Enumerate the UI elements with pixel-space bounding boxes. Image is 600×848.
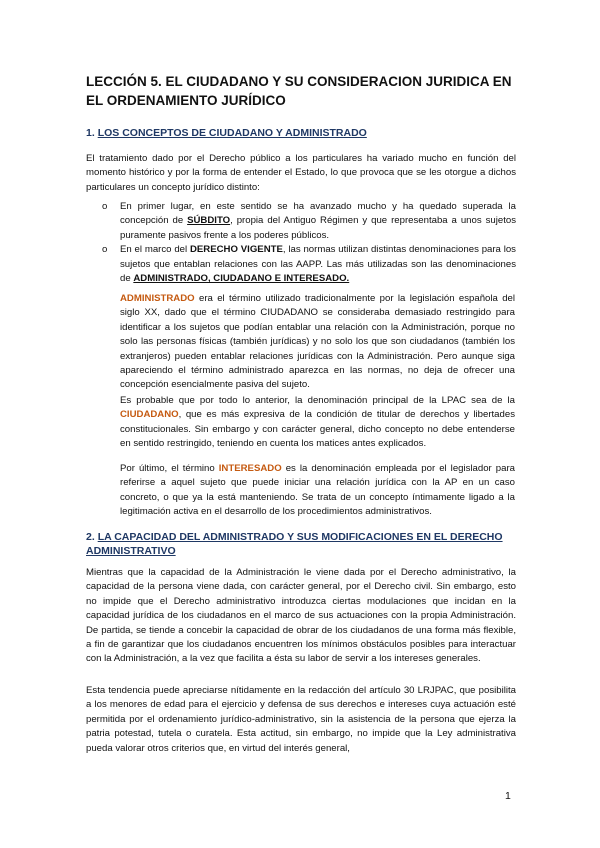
section-1-heading xyxy=(86,126,526,140)
bullet-subdito: o En primer lugar, en este sentido se ha avanzado mucho y ha quedado superada la concepción de SÚBDITO, propia del Antiguo Régimen y que representaba a unos sujetos puramente pasivos frente a los poderes públicos. xyxy=(102,201,516,241)
keyword-administrado: ADMINISTRADO xyxy=(120,293,195,304)
concept-bullet-list xyxy=(86,200,516,286)
keyword-ciudadano: CIUDADANO xyxy=(120,409,179,421)
paragraph-interesado: Por último, el término INTERESADO es la denominación empleada por el legislador para referirse a aquel sujeto que puede iniciar una relación jurídica con la AP en un caso concreto, o que ya la está manteniendo. Se trata de un concepto íntimamente ligado a la legitimación activa en el desarrollo de los procedimientos administrativos. xyxy=(120,463,515,518)
paragraph-administrado: ADMINISTRADO era el término utilizado tradicionalmente por la legislación española del siglo XX, dado que el término CIUDADANO se consideraba demasiado restringido para identificar a los sujetos que podían entablar una relación con la Administración, porque no solo las personas físicas (también jurídicas) y no solo los que son ciudadanos (también los extranjeros) pueden entablar relaciones jurídicas con la Administración. Pero aunque siga apareciendo el término administrado aparezca en las normas, no deja de ofrecer una concepción esencialmente pasiva del sujeto. xyxy=(120,293,515,391)
section-2-heading xyxy=(86,530,526,558)
bullet-marker: o xyxy=(102,244,108,256)
bullet-marker: o xyxy=(102,201,108,212)
keyword-denominaciones: ADMINISTRADO, CIUDADANO E INTERESADO. xyxy=(133,273,350,285)
section-2-paragraph-2: Esta tendencia puede apreciarse nítidamente en la redacción del artículo 30 LRJPAC, que posibilita a los menores de edad para el ejercicio y defensa de sus derechos e intereses cuya actuación esté permitida por el ordenamiento jurídico-administrativo, sin la asistencia de la persona que ejerza la patria potestad, tutela o curatela. Esta actitud, sin embargo, no impide que la Ley administrativa pueda valorar otros criterios que, en virtud del interés general, xyxy=(86,685,516,754)
page-number: 1 xyxy=(505,790,511,802)
paragraph-ciudadano: Es probable que por todo lo anterior, la denominación principal de la LPAC sea de la CIUDADANO, que es más expresiva de la condición de titular de derechos y libertades constitucionales. Sin embargo y con carácter general, dicho concepto no debe entenderse en sentido restringido, teniendo en cuenta los matices antes explicados. xyxy=(120,395,515,450)
lesson-title: LECCIÓN 5. EL CIUDADANO Y SU CONSIDERACION JURIDICA EN EL ORDENAMIENTO JURÍDICO xyxy=(86,74,512,108)
section-1-title: LOS CONCEPTOS DE CIUDADANO Y ADMINISTRADO xyxy=(97,127,367,139)
keyword-derecho-vigente: DERECHO VIGENTE xyxy=(189,244,283,256)
keyword-subdito: SÚBDITO xyxy=(187,215,231,227)
section-2-paragraph-1: Mientras que la capacidad de la Administración le viene dada por el Derecho administrativo, la capacidad de la persona viene dada, con carácter general, por el Derecho civil. Sin embargo, esto no impide que el Derecho administrativo introduzca ciertas modulaciones que incidan en la capacidad jurídica de los ciudadanos en el marco de sus actuaciones con la propia Administración. De partida, se tiende a concebir la capacidad de obrar de los ciudadanos de una forma más flexible, a fin de garantizar que los ciudadanos encuentren los mínimos obstáculos posibles para interactuar con la Administración, a la vez que facilita a ésta su labor de servir a los intereses generales. xyxy=(86,567,516,665)
section-2-title: LA CAPACIDAD DEL ADMINISTRADO Y SUS MODIFICACIONES EN EL DERECHO ADMINISTRATIVO xyxy=(86,531,503,557)
bullet-derecho-vigente: o En el marco del DERECHO VIGENTE, las normas utilizan distintas denominaciones para los sujetos que entablan relaciones con las AAPP. Las más utilizadas son las denominaciones de ADMINISTRADO, CIUDADANO E INTERESADO. xyxy=(102,244,516,285)
section-1-number: 1. xyxy=(86,127,95,139)
section-2-number: 2. xyxy=(86,531,95,543)
keyword-interesado: INTERESADO xyxy=(218,463,282,474)
section-1-intro: El tratamiento dado por el Derecho público a los particulares ha variado mucho en función del momento histórico y por la forma de entender el Estado, lo que provoca que se les otorgue a dichos particulares un concepto jurídico distinto: xyxy=(86,153,516,193)
